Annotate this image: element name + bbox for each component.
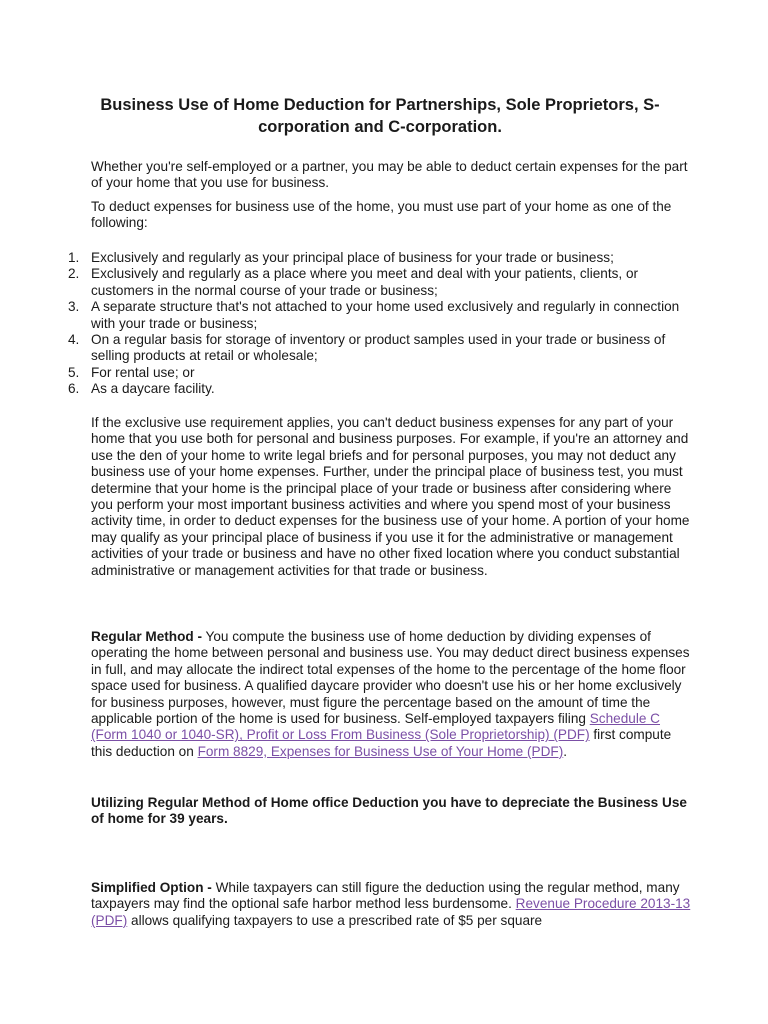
regular-method-text: You compute the business use of home deduction by dividing expenses of operating the home between personal and business use. You may deduct direct business expenses in full, and may allocate the indirect total expenses of the home to the percentage of the home floor space used for business. A qualified daycare provider who doesn't use his or her home exclusively for business purposes, however, must figure the percentage based on the amount of time the applicable portion of the home is used for business. Self-employed taxpayers filing [91,629,690,727]
list-item-number: 2. [68,266,80,282]
list-item-number: 6. [68,381,80,397]
simplified-option-paragraph [91,880,691,929]
list-item-number: 5. [68,364,80,380]
regular-method-paragraph [91,629,691,760]
list-item-text: Exclusively and regularly as your principal place of business for your trade or business; [91,250,614,265]
document-title: Business Use of Home Deduction for Partnerships, Sole Proprietors, S-corporation and C-corporation. [100,96,660,136]
intro-paragraph: Whether you're self-employed or a partner, you may be able to deduct certain expenses for the part of your home that you use for business. [91,159,688,191]
qualifying-uses-list [60,250,700,398]
form-8829-link[interactable]: Form 8829, Expenses for Business Use of Your Home (PDF) [197,743,564,759]
revenue-procedure-link[interactable]: Revenue Procedure 2013-13 (PDF) [91,896,691,928]
list-item-text: Exclusively and regularly as a place where you meet and deal with your patients, clients, or customers in the normal course of your trade or business; [91,266,639,298]
regular-method-text-mid: first compute this deduction on [91,727,672,759]
list-item [60,332,700,365]
list-item [60,250,700,266]
list-item [60,266,700,299]
list-item-number: 3. [68,299,80,315]
list-item [60,365,700,381]
list-item-text: For rental use; or [91,364,195,380]
depreciation-note: Utilizing Regular Method of Home office Deduction you have to depreciate the Business Use of home for 39 years. [91,795,687,827]
list-item-text: As a daycare facility. [91,381,215,397]
list-item [60,381,700,397]
list-item [60,299,700,332]
simplified-option-text-end: allows qualifying taxpayers to use a prescribed rate of $5 per square [127,912,543,928]
list-item-text: On a regular basis for storage of inventory or product samples used in your trade or business of selling products at retail or wholesale; [91,332,666,364]
schedule-c-link[interactable]: Schedule C (Form 1040 or 1040-SR), Profit or Loss From Business (Sole Proprietorship) (PDF) [91,711,660,743]
list-item-text: A separate structure that's not attached to your home used exclusively and regularly in connection with your trade or business; [91,299,680,331]
exclusive-use-paragraph: If the exclusive use requirement applies, you can't deduct business expenses for any part of your home that you use both for personal and business purposes. For example, if you're an attorney and use the den of your home to write legal briefs and for personal purposes, you may not deduct any business use of your home expenses. Further, under the principal place of business test, you must determine that your home is the principal place of your trade or business after considering where you perform your most important business activities and where you spend most of your business activity time, in order to deduct expenses for the business use of your home. A portion of your home may qualify as your principal place of business if you use it for the administrative or management activities of your trade or business and have no other fixed location where you conduct substantial administrative or management activities for that trade or business. [91,415,690,578]
simplified-option-text: While taxpayers can still figure the deduction using the regular method, many taxpayers may find the optional safe harbor method less burdensome. [91,880,680,912]
simplified-option-label: Simplified Option - [91,880,212,895]
list-item-number: 4. [68,332,80,348]
list-item-number: 1. [68,250,80,265]
regular-method-text-end: . [563,743,568,759]
requirements-intro-paragraph: To deduct expenses for business use of the home, you must use part of your home as one of the following: [91,199,672,231]
regular-method-label: Regular Method - [91,629,203,644]
